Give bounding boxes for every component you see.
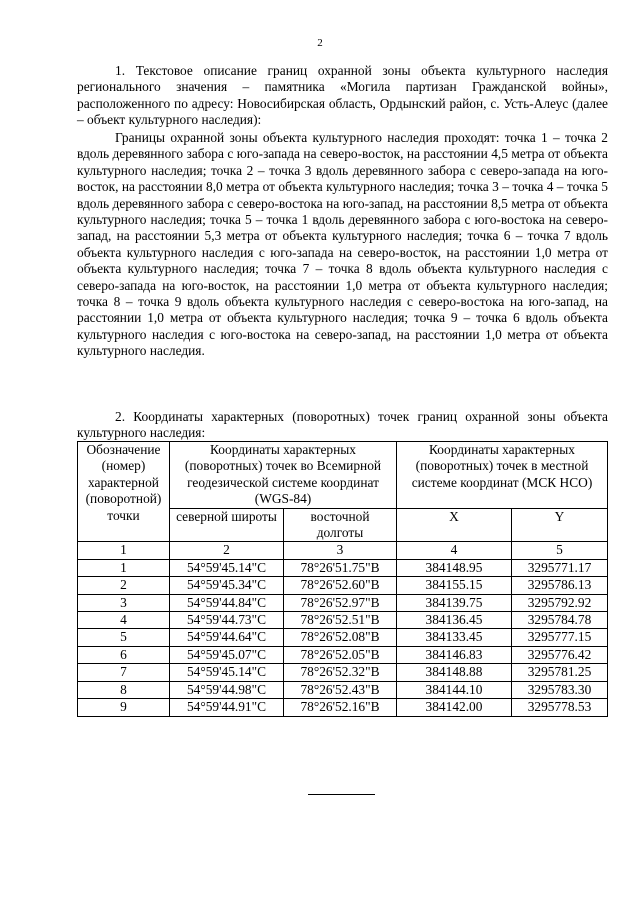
- cell-longitude: 78°26'52.51"В: [284, 612, 397, 629]
- page-number: 2: [317, 37, 323, 49]
- cell-y: 3295778.53: [512, 699, 608, 716]
- cell-latitude: 54°59'45.34"С: [170, 577, 284, 594]
- header-y: Y: [512, 508, 608, 542]
- table-header-row: [78, 442, 608, 509]
- cell-x: 384144.10: [397, 681, 512, 698]
- cell-latitude: 54°59'44.64"С: [170, 629, 284, 646]
- cell-longitude: 78°26'52.16"В: [284, 699, 397, 716]
- cell-x: 384155.15: [397, 577, 512, 594]
- cell-y: 3295784.78: [512, 612, 608, 629]
- cell-longitude: 78°26'51.75"В: [284, 559, 397, 576]
- cell-x: 384136.45: [397, 612, 512, 629]
- table-row: [78, 594, 608, 611]
- cell-longitude: 78°26'52.32"В: [284, 664, 397, 681]
- column-number: 1: [78, 542, 170, 559]
- header-wgs84: Координаты характерных (поворотных) точек во Всемирной геодезической системе координат (WGS-84): [170, 442, 397, 509]
- cell-point: 1: [78, 559, 170, 576]
- cell-longitude: 78°26'52.08"В: [284, 629, 397, 646]
- cell-point: 9: [78, 699, 170, 716]
- table-row: [78, 664, 608, 681]
- cell-latitude: 54°59'45.14"С: [170, 559, 284, 576]
- cell-latitude: 54°59'44.91"С: [170, 699, 284, 716]
- cell-y: 3295781.25: [512, 664, 608, 681]
- cell-point: 7: [78, 664, 170, 681]
- table-row: [78, 699, 608, 716]
- cell-latitude: 54°59'44.84"С: [170, 594, 284, 611]
- cell-latitude: 54°59'44.73"С: [170, 612, 284, 629]
- header-x: X: [397, 508, 512, 542]
- cell-latitude: 54°59'45.07"С: [170, 646, 284, 663]
- header-msk-nso: Координаты характерных (поворотных) точек в местной системе координат (МСК НСО): [397, 442, 608, 509]
- cell-y: 3295776.42: [512, 646, 608, 663]
- paragraph-coordinates-intro: [77, 409, 608, 442]
- table-column-numbers-row: [78, 542, 608, 559]
- table-row: [78, 612, 608, 629]
- cell-x: 384148.95: [397, 559, 512, 576]
- cell-longitude: 78°26'52.97"В: [284, 594, 397, 611]
- column-number: 2: [170, 542, 284, 559]
- table-row: [78, 681, 608, 698]
- cell-point: 6: [78, 646, 170, 663]
- cell-x: 384142.00: [397, 699, 512, 716]
- paragraph-text: Границы охранной зоны объекта культурного наследия проходят: точка 1 – точка 2 вдоль деревянного забора с юго-запада на северо-восток, на расстоянии 4,5 метра от объекта культурного наследия; точка 2 – точка 3 вдоль деревянного забора с северо-запада на юго-восток, на расстоянии 8,0 метра от объекта культурного наследия; точка 3 – точка 4 – точка 5 вдоль деревянного забора с северо-востока на юго-запад, на расстоянии 8,5 метра от объекта культурного наследия; точка 5 – точка 1 вдоль деревянного забора с юго-востока на северо-запад, на расстоянии 5,3 метра от объекта культурного наследия; точка 6 – точка 7 вдоль объекта культурного наследия с юго-запада на северо-восток, на расстоянии 1,0 метра от объекта культурного наследия; точка 7 – точка 8 вдоль объекта культурного наследия с северо-запада на юго-восток, на расстоянии 1,0 метра от объекта культурного наследия; точка 8 – точка 9 вдоль объекта культурного наследия с северо-востока на юго-запад, на расстоянии 1,0 метра от объекта культурного наследия; точка 9 – точка 6 вдоль объекта культурного наследия с юго-востока на северо-запад, на расстоянии 1,0 метра от объекта культурного наследия.: [77, 130, 608, 359]
- cell-longitude: 78°26'52.05"В: [284, 646, 397, 663]
- header-point-number: Обозначение (номер) характерной (поворотной) точки: [78, 442, 170, 542]
- paragraph-boundary-points-description: [77, 130, 608, 360]
- table-row: [78, 629, 608, 646]
- column-number: 3: [284, 542, 397, 559]
- cell-y: 3295771.17: [512, 559, 608, 576]
- cell-point: 4: [78, 612, 170, 629]
- cell-point: 8: [78, 681, 170, 698]
- paragraph-boundary-description-intro: [77, 63, 608, 129]
- cell-y: 3295786.13: [512, 577, 608, 594]
- cell-longitude: 78°26'52.43"В: [284, 681, 397, 698]
- cell-latitude: 54°59'44.98"С: [170, 681, 284, 698]
- cell-point: 3: [78, 594, 170, 611]
- cell-latitude: 54°59'45.14"С: [170, 664, 284, 681]
- column-number: 5: [512, 542, 608, 559]
- cell-point: 5: [78, 629, 170, 646]
- cell-y: 3295777.15: [512, 629, 608, 646]
- cell-point: 2: [78, 577, 170, 594]
- header-latitude: северной широты: [170, 508, 284, 542]
- table-row: [78, 559, 608, 576]
- cell-x: 384148.88: [397, 664, 512, 681]
- cell-longitude: 78°26'52.60"В: [284, 577, 397, 594]
- cell-x: 384133.45: [397, 629, 512, 646]
- closing-rule: [308, 794, 375, 795]
- cell-x: 384139.75: [397, 594, 512, 611]
- paragraph-text: 2. Координаты характерных (поворотных) точек границ охранной зоны объекта культурного наследия:: [77, 409, 608, 441]
- column-number: 4: [397, 542, 512, 559]
- cell-x: 384146.83: [397, 646, 512, 663]
- paragraph-text: 1. Текстовое описание границ охранной зоны объекта культурного наследия регионального значения – памятника «Могила партизан Гражданской войны», расположенного по адресу: Новосибирская область, Ордынский район, с. Усть-Алеус (далее – объект культурного наследия):: [77, 63, 608, 128]
- header-longitude: восточной долготы: [284, 508, 397, 542]
- cell-y: 3295783.30: [512, 681, 608, 698]
- table-row: [78, 577, 608, 594]
- coordinates-table: [77, 441, 608, 717]
- cell-y: 3295792.92: [512, 594, 608, 611]
- table-row: [78, 646, 608, 663]
